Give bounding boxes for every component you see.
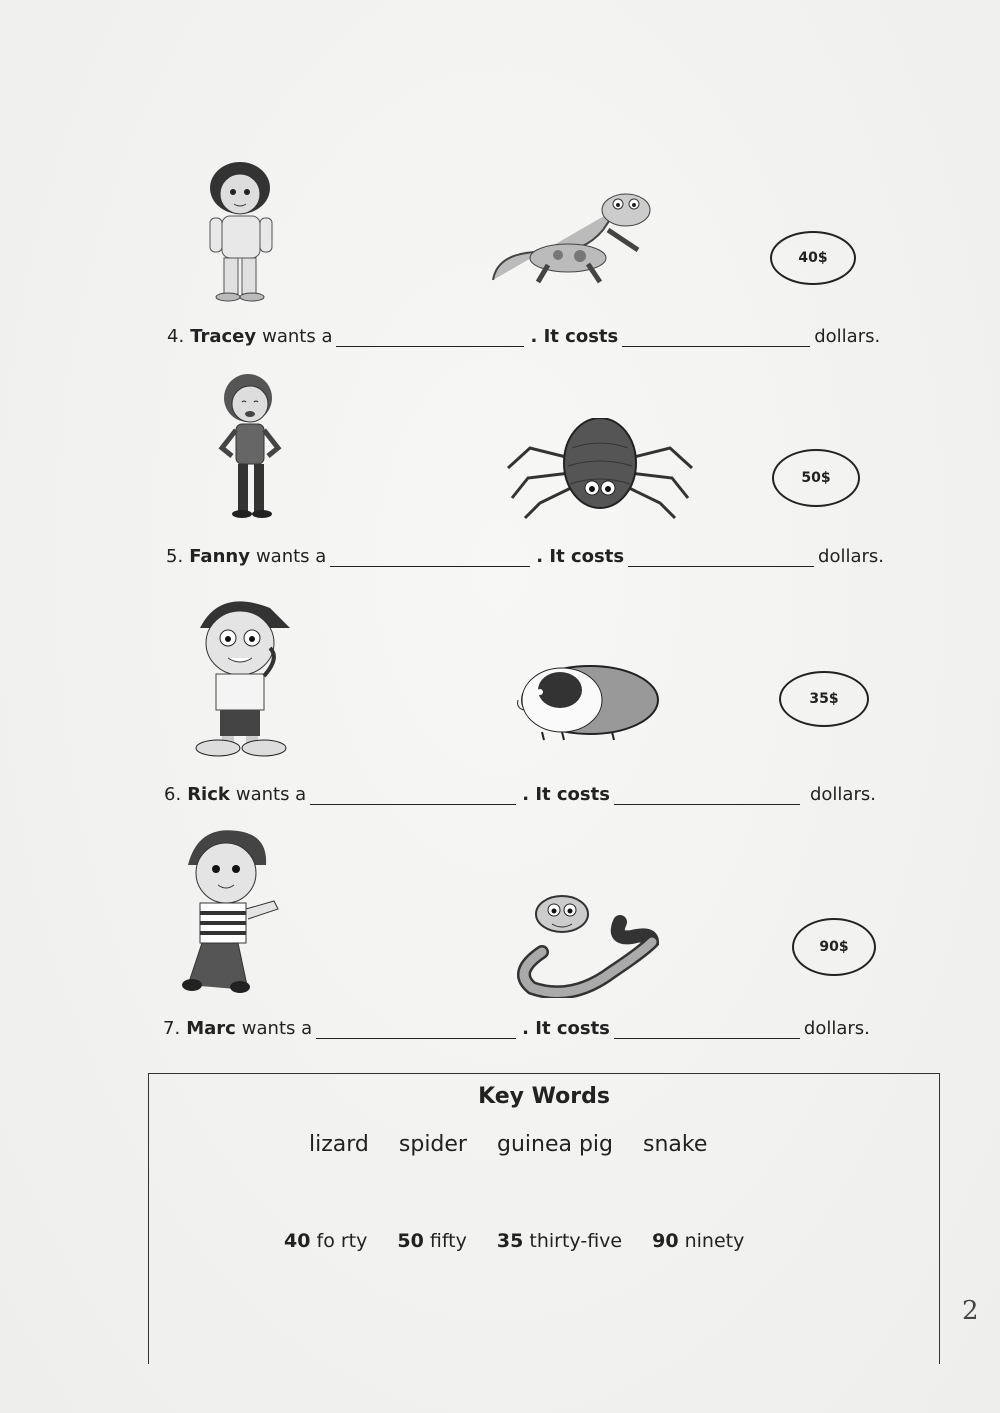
- animal-answer-blank[interactable]: [336, 330, 524, 347]
- animal-answer-blank[interactable]: [316, 1022, 516, 1039]
- price-answer-blank[interactable]: [628, 550, 814, 567]
- dollars-text: dollars.: [814, 326, 881, 347]
- wants-text: wants a: [255, 546, 327, 567]
- spider-illustration: [500, 418, 700, 528]
- key-word: snake: [643, 1132, 708, 1157]
- key-words-numbers: [284, 1230, 744, 1252]
- dollars-text: dollars.: [818, 546, 885, 567]
- exercise-sentence: [164, 784, 876, 805]
- guinea-pig-illustration: [512, 660, 662, 742]
- key-number: 90 ninety: [652, 1230, 745, 1252]
- key-number: 50 fifty: [397, 1230, 467, 1252]
- price-badge: 50$: [772, 449, 860, 507]
- dollars-text: dollars.: [803, 1018, 870, 1039]
- exercise-number: 7.: [163, 1018, 181, 1039]
- boy-illustration: [180, 588, 305, 758]
- wants-text: wants a: [262, 326, 333, 347]
- key-word: spider: [398, 1132, 467, 1157]
- wants-text: wants a: [241, 1018, 313, 1039]
- costs-text: . It costs: [536, 546, 625, 567]
- lizard-illustration: [488, 190, 663, 295]
- key-number: 35 thirty-five: [496, 1230, 623, 1252]
- exercise-sentence: [166, 546, 884, 567]
- price-badge: 35$: [779, 671, 869, 727]
- girl-illustration: [192, 158, 292, 303]
- key-word: lizard: [309, 1132, 369, 1157]
- wants-text: wants a: [235, 784, 307, 805]
- dollars-text: dollars.: [809, 784, 876, 805]
- child-name: Tracey: [190, 326, 257, 347]
- child-name: Fanny: [189, 546, 250, 567]
- price-answer-blank[interactable]: [614, 1022, 800, 1039]
- girl-illustration: [208, 370, 293, 520]
- snake-illustration: [512, 892, 660, 998]
- price-answer-blank[interactable]: [622, 330, 810, 347]
- price-badge: 40$: [770, 231, 856, 285]
- animal-answer-blank[interactable]: [310, 788, 516, 805]
- exercise-sentence: [167, 326, 880, 347]
- key-words-title: Key Words: [478, 1084, 610, 1109]
- price-badge: 90$: [792, 918, 876, 976]
- exercise-number: 5.: [166, 546, 184, 567]
- exercise-sentence: [163, 1018, 870, 1039]
- animal-answer-blank[interactable]: [330, 550, 530, 567]
- price-answer-blank[interactable]: [614, 788, 800, 805]
- costs-text: . It costs: [522, 1018, 610, 1039]
- key-words-animals: [309, 1132, 707, 1157]
- key-word: guinea pig: [496, 1132, 613, 1157]
- page-number: 2: [962, 1296, 979, 1326]
- costs-text: . It costs: [530, 326, 619, 347]
- child-name: Rick: [187, 784, 230, 805]
- exercise-number: 4.: [167, 326, 185, 347]
- key-number: 40 fo rty: [284, 1230, 368, 1252]
- exercise-number: 6.: [164, 784, 182, 805]
- costs-text: . It costs: [522, 784, 610, 805]
- boy-illustration: [178, 825, 283, 995]
- key-words-box: [148, 1073, 940, 1364]
- child-name: Marc: [186, 1018, 236, 1039]
